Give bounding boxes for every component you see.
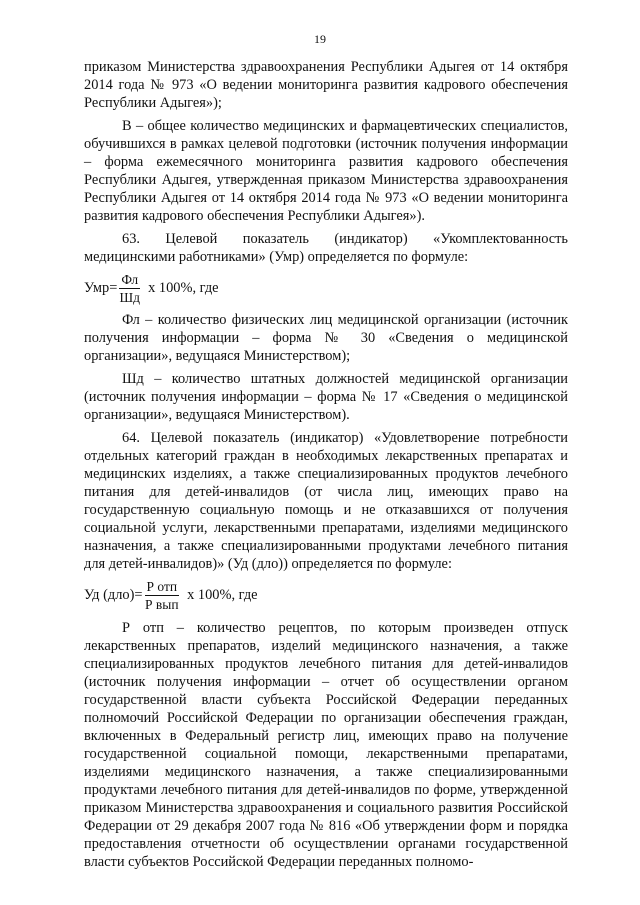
paragraph-indicator-63: 63. Целевой показатель (индикатор) «Укомплектованность медицинскими работниками» (Умр) определяется по формуле: bbox=[84, 231, 568, 265]
document-body bbox=[84, 58, 568, 871]
paragraph-continuation: приказом Министерства здравоохранения Республики Адыгея от 14 октября 2014 года № 973 «О ведении мониторинга развития кадрового обеспечения Республики Адыгея»); bbox=[84, 59, 568, 111]
formula-staffing bbox=[84, 268, 568, 308]
paragraph-indicator-64: 64. Целевой показатель (индикатор) «Удовлетворение потребности отдельных категорий граждан в необходимых лекарственных препаратах и медицинских изделиях, а также специализированных продуктов лечебного питания для детей-инвалидов (от числа лиц, имеющих право на государственную социальную помощь и не отказавшихся от получения социальной услуги, лекарственными препаратами, изделиями медицинского назначения, а также специализированными продуктами лечебного питания для детей-инвалидов)» (Уд (дло)) определяется по формуле: bbox=[84, 430, 568, 572]
formula-satisfaction bbox=[84, 575, 568, 615]
formula-denominator: Шд bbox=[119, 289, 140, 305]
formula-numerator: Р отп bbox=[146, 578, 178, 594]
formula-rhs: x 100%, где bbox=[187, 587, 258, 603]
formula-lhs: Уд (дло)= bbox=[84, 587, 143, 603]
formula-fraction bbox=[145, 579, 180, 612]
paragraph-definition-rotp: Р отп – количество рецептов, по которым произведен отпуск лекарственных препаратов, изделий медицинского назначения, а также специализированных продуктов лечебного питания для детей-инвалидов (источник получения информации – отчет об осуществлении органом государственной власти субъекта Российской Федерации переданных полномочий Российской Федерации по организации обеспечения граждан, включенных в Федеральный регистр лиц, имеющих право на получение государственной социальной помощи, лекарственными препаратами, изделиями медицинского назначения, а также специализированными продуктами лечебного питания для детей-инвалидов по форме, утвержденной приказом Министерства здравоохранения и социального развития Российской Федерации от 29 декабря 2007 года № 816 «Об утверждении форм и порядка предоставления отчетности об осуществлении органами государственной власти субъектов Российской Федерации переданных полномо- bbox=[84, 620, 568, 870]
formula-denominator: Р вып bbox=[145, 596, 179, 612]
formula-fraction bbox=[119, 272, 140, 305]
formula-lhs: Умр= bbox=[84, 280, 118, 296]
paragraph-definition-shd: Шд – количество штатных должностей медицинской организации (источник получения информации – форма № 17 «Сведения о медицинской организации», ведущаяся Министерством). bbox=[84, 371, 568, 423]
paragraph-definition-v: В – общее количество медицинских и фармацевтических специалистов, обучившихся в рамках целевой подготовки (источник получения информации – форма ежемесячного мониторинга развития кадрового обеспечения Республики Адыгея, утвержденная приказом Министерства здравоохранения Республики Адыгея от 14 октября 2014 года № 973 «О ведении мониторинга развития кадрового обеспечения Республики Адыгея»). bbox=[84, 118, 568, 224]
paragraph-definition-fl: Фл – количество физических лиц медицинской организации (источник получения информации – форма № 30 «Сведения о медицинской организации», ведущаяся Министерством); bbox=[84, 312, 568, 364]
formula-rhs: x 100%, где bbox=[148, 280, 219, 296]
formula-numerator: Фл bbox=[121, 271, 139, 287]
page-number: 19 bbox=[314, 32, 326, 46]
